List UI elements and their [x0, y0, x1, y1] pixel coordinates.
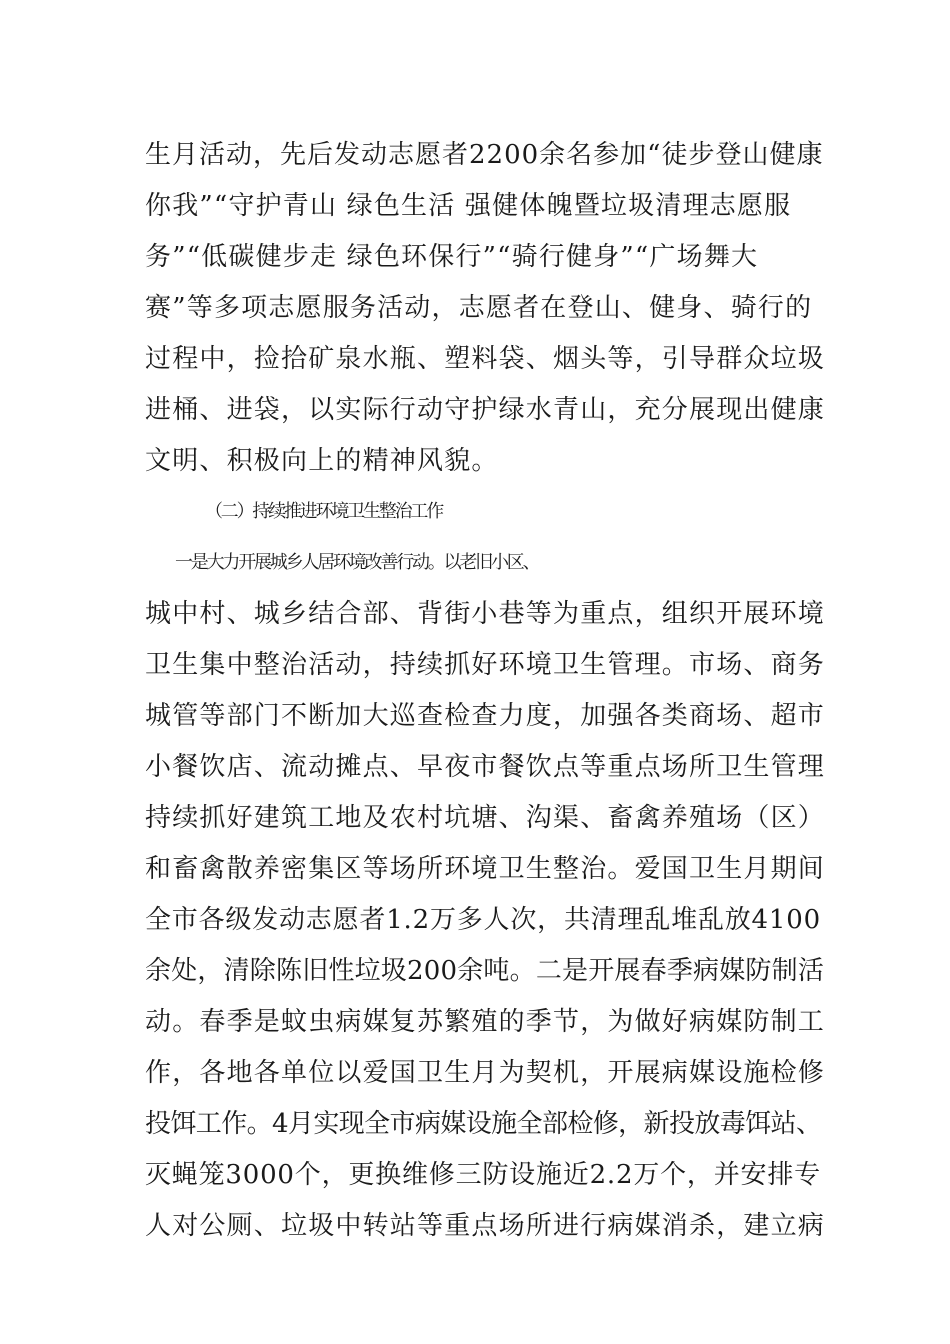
body-text-line: 余处，清除陈旧性垃圾200余吨。二是开展春季病媒防制活 [145, 956, 825, 986]
body-text-line: 进桶、进袋，以实际行动守护绿水青山，充分展现出健康 [145, 395, 826, 425]
body-text-line: 城中村、城乡结合部、背街小巷等为重点，组织开展环境 [145, 599, 826, 629]
body-text-line: 生月活动，先后发动志愿者2200余名参加“徒步登山健康 [145, 140, 824, 170]
body-text-line: 动。春季是蚊虫病媒复苏繁殖的季节，为做好病媒防制工 [145, 1007, 826, 1037]
body-text-line: 务”“低碳健步走 绿色环保行”“骑行健身”“广场舞大 [145, 242, 759, 272]
body-text-line: 赛”等多项志愿服务活动，志愿者在登山、健身、骑行的 [145, 293, 813, 323]
body-text-line: 小餐饮店、流动摊点、早夜市餐饮点等重点场所卫生管理 [145, 752, 826, 782]
body-text-line: 城管等部门不断加大巡查检查力度，加强各类商场、超市 [145, 701, 826, 731]
section-heading: （二）持续推进环境卫生整治工作 [205, 501, 442, 522]
body-text-line: 作，各地各单位以爱国卫生月为契机，开展病媒设施检修 [145, 1058, 826, 1088]
body-text-line: 投饵工作。4月实现全市病媒设施全部检修，新投放毒饵站、 [145, 1109, 822, 1139]
body-text-line: 灭蝇笼3000个，更换维修三防设施近2.2万个，并安排专 [145, 1160, 821, 1190]
paragraph-first-line: 一是大力开展城乡人居环境改善行动。以老旧小区、 [175, 552, 539, 573]
body-text-line: 和畜禽散养密集区等场所环境卫生整治。爱国卫生月期间 [145, 854, 826, 884]
body-text-line: 全市各级发动志愿者1.2万多人次，共清理乱堆乱放4100 [145, 905, 821, 935]
body-text-line: 文明、积极向上的精神风貌。 [145, 446, 499, 476]
body-text-line: 持续抓好建筑工地及农村坑塘、沟渠、畜禽养殖场（区） [145, 803, 826, 833]
body-text-line: 卫生集中整治活动，持续抓好环境卫生管理。市场、商务 [145, 650, 826, 680]
body-text-line: 过程中，捡拾矿泉水瓶、塑料袋、烟头等，引导群众垃圾 [145, 344, 826, 374]
body-text-line: 你我”“守护青山 绿色生活 强健体魄暨垃圾清理志愿服 [145, 191, 792, 221]
body-text-line: 人对公厕、垃圾中转站等重点场所进行病媒消杀，建立病 [145, 1211, 826, 1241]
